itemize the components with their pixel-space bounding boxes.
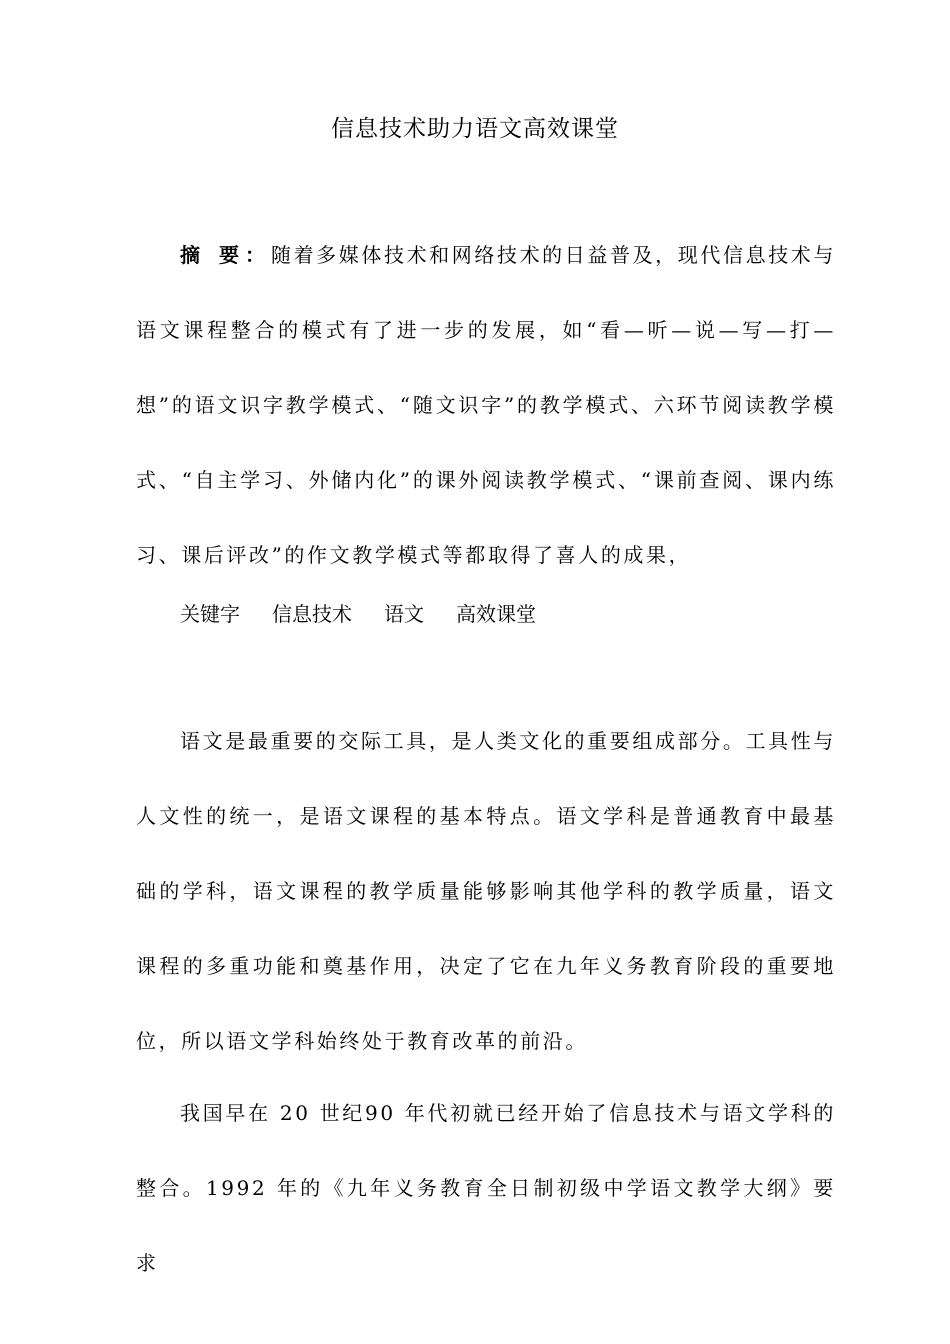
body-paragraph: 我国早在 20 世纪90 年代初就已经开始了信息技术与语文学科的整合。1992 年的《九年义务教育全日制初级中学语文教学大纲》要求 xyxy=(136,1101,836,1275)
abstract-label: 摘 要： xyxy=(180,243,271,267)
document-title: 信息技术助力语文高效课堂 xyxy=(331,116,619,142)
abstract-text: 随着多媒体技术和网络技术的日益普及，现代信息技术与语文课程整合的模式有了进一步的发展，如“看—听—说—写—打—想”的语文识字教学模式、“随文识字”的教学模式、六环节阅读教学模式、“自主学习、外储内化”的课外阅读教学模式、“课前查阅、课内练习、课后评改”的作文教学模式等都取得了喜人的成果， xyxy=(136,243,836,567)
keyword-item: 高效课堂 xyxy=(456,602,536,626)
keyword-item: 信息技术 xyxy=(272,602,352,626)
keyword-item: 语文 xyxy=(384,602,424,626)
keywords-label: 关键字 xyxy=(180,602,240,626)
abstract-paragraph xyxy=(136,218,836,593)
body-paragraph: 语文是最重要的交际工具，是人类文化的重要组成部分。工具性与人文性的统一，是语文课程的基本特点。语文学科是普通教育中最基础的学科，语文课程的教学质量能够影响其他学科的教学质量，语文课程的多重功能和奠基作用，决定了它在九年义务教育阶段的重要地位，所以语文学科始终处于教育改革的前沿。 xyxy=(136,729,836,1053)
keywords-line xyxy=(180,598,568,627)
